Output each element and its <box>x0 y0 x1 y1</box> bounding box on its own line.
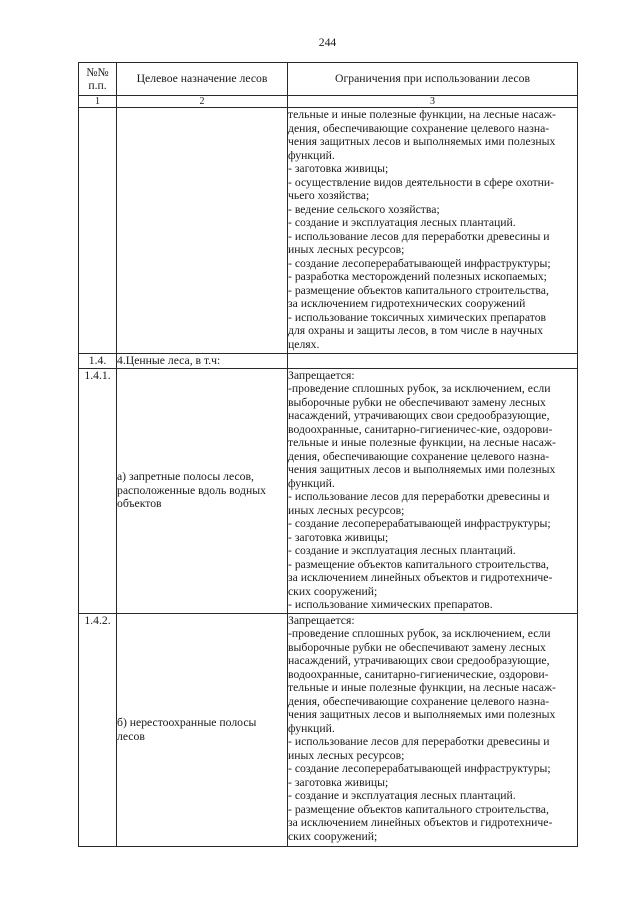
table-row <box>79 613 578 846</box>
restriction-line: за исключением гидротехнических сооружений <box>288 297 526 310</box>
restriction-line: - использование лесов для переработки древесины и <box>288 229 550 243</box>
restrictions-cell <box>288 368 578 613</box>
restriction-line: выборочные рубки не обеспечивают замену лесных <box>288 395 546 409</box>
purpose-cell <box>117 108 288 354</box>
column-number-3: 3 <box>288 96 578 108</box>
restriction-line: -проведение сплошных рубок, за исключением, если <box>288 382 551 395</box>
column-number-2: 2 <box>117 96 288 108</box>
restriction-line: - использование токсичных химических препаратов <box>288 310 547 324</box>
header-number-sublabel: п.п. <box>88 79 107 92</box>
restriction-line: иных лесных ресурсов; <box>288 503 405 517</box>
purpose-line: 4.Ценные леса, в т.ч: <box>117 354 221 367</box>
restriction-line: водоохранные, санитарно-гигиеничес-кие, оздорови- <box>288 422 553 436</box>
restriction-line: тельные и иные полезные функции, на лесные насаж- <box>288 681 556 694</box>
restriction-line: - заготовка живицы; <box>288 162 389 175</box>
restriction-line: ских сооружений; <box>288 829 378 843</box>
header-restrictions-label: Ограничения при использовании лесов <box>335 72 530 86</box>
restriction-line: - создание и эксплуатация лесных плантаций. <box>288 216 516 229</box>
restriction-line: насаждений, утрачивающих свои средообразующие, <box>288 409 550 422</box>
page-number: 244 <box>318 36 337 49</box>
restriction-line: дения, обеспечивающие сохранение целевого назна- <box>288 449 550 463</box>
row-number-cell: 1.4. <box>79 354 117 369</box>
restriction-line: - размещение объектов капитального строительства, <box>288 802 549 816</box>
restriction-line: - использование лесов для переработки древесины и <box>288 490 550 503</box>
restriction-line: Запрещается: <box>288 368 355 382</box>
restriction-line: тельные и иные полезные функции, на лесные насаж- <box>288 108 556 121</box>
restriction-line: водоохранные, санитарно-гигиенические, оздорови- <box>288 667 549 681</box>
table-row <box>79 368 578 613</box>
table-row <box>79 108 578 354</box>
restriction-line: целях. <box>288 337 320 351</box>
restriction-line: функций. <box>288 148 335 162</box>
restriction-line: выборочные рубки не обеспечивают замену лесных <box>288 640 546 654</box>
column-number-row <box>79 96 578 108</box>
restriction-line: Запрещается: <box>288 613 355 627</box>
restriction-line: -проведение сплошных рубок, за исключением, если <box>288 627 551 640</box>
header-cell-purpose <box>117 63 288 96</box>
purpose-line: расположенные вдоль водных <box>117 483 266 497</box>
restriction-line: - создание лесоперерабатывающей инфраструктуры; <box>288 517 551 530</box>
column-number-1: 1 <box>79 96 117 108</box>
restriction-line: за исключением линейных объектов и гидротехниче- <box>288 816 553 829</box>
restriction-line: чьего хозяйства; <box>288 189 370 202</box>
row-number-cell <box>79 108 117 354</box>
restriction-line: - ведение сельского хозяйства; <box>288 202 440 216</box>
purpose-cell <box>117 354 288 369</box>
restriction-line: функций. <box>288 721 335 735</box>
restriction-line: функций. <box>288 476 335 490</box>
restriction-line: чения защитных лесов и выполняемых ими полезных <box>288 463 556 476</box>
table-header-row <box>79 63 578 96</box>
purpose-line: лесов <box>117 729 145 743</box>
restriction-line: насаждений, утрачивающих свои средообразующие, <box>288 654 550 667</box>
header-cell-number <box>79 63 117 96</box>
header-purpose-label: Целевое назначение лесов <box>136 72 268 86</box>
restrictions-cell <box>288 613 578 846</box>
table-row <box>79 354 578 369</box>
purpose-line: объектов <box>117 497 162 511</box>
restriction-line: иных лесных ресурсов; <box>288 748 405 762</box>
header-cell-restrictions <box>288 63 578 96</box>
restriction-line: тельные и иные полезные функции, на лесные насаж- <box>288 436 556 449</box>
restriction-line: - создание лесоперерабатывающей инфраструктуры; <box>288 256 551 270</box>
restriction-line: - создание лесоперерабатывающей инфраструктуры; <box>288 762 551 775</box>
restriction-line: дения, обеспечивающие сохранение целевого назна- <box>288 121 550 135</box>
restriction-line: - осуществление видов деятельности в сфере охотни- <box>288 175 555 189</box>
restriction-line: - размещение объектов капитального строительства, <box>288 557 549 571</box>
restriction-line: чения защитных лесов и выполняемых ими полезных <box>288 135 556 148</box>
restriction-line: для охраны и защиты лесов, в том числе в научных <box>288 324 543 337</box>
restriction-line: за исключением линейных объектов и гидротехниче- <box>288 571 553 584</box>
restriction-line: дения, обеспечивающие сохранение целевого назна- <box>288 694 550 708</box>
restriction-line: - заготовка живицы; <box>288 530 389 544</box>
restrictions-cell <box>288 108 578 354</box>
restriction-line: - использование лесов для переработки древесины и <box>288 735 550 748</box>
restriction-line: - разработка месторождений полезных ископаемых; <box>288 270 547 283</box>
forest-restrictions-table <box>78 62 578 847</box>
purpose-cell <box>117 613 288 846</box>
restrictions-cell <box>288 354 578 369</box>
purpose-line: а) запретные полосы лесов, <box>117 470 254 484</box>
restriction-line: чения защитных лесов и выполняемых ими полезных <box>288 708 556 721</box>
row-number-cell: 1.4.2. <box>79 613 117 846</box>
restriction-line: - заготовка живицы; <box>288 775 389 789</box>
purpose-line: б) нерестоохранные полосы <box>117 716 257 729</box>
purpose-cell <box>117 368 288 613</box>
restriction-line: ских сооружений; <box>288 584 378 598</box>
restriction-line: - создание и эксплуатация лесных плантаций. <box>288 789 516 802</box>
row-number-cell: 1.4.1. <box>79 368 117 613</box>
restriction-line: - создание и эксплуатация лесных плантаций. <box>288 544 516 557</box>
restriction-line: - размещение объектов капитального строительства, <box>288 283 549 297</box>
restriction-line: иных лесных ресурсов; <box>288 243 405 256</box>
header-number-label: №№ <box>86 65 109 79</box>
restriction-line: - использование химических препаратов. <box>288 598 493 611</box>
